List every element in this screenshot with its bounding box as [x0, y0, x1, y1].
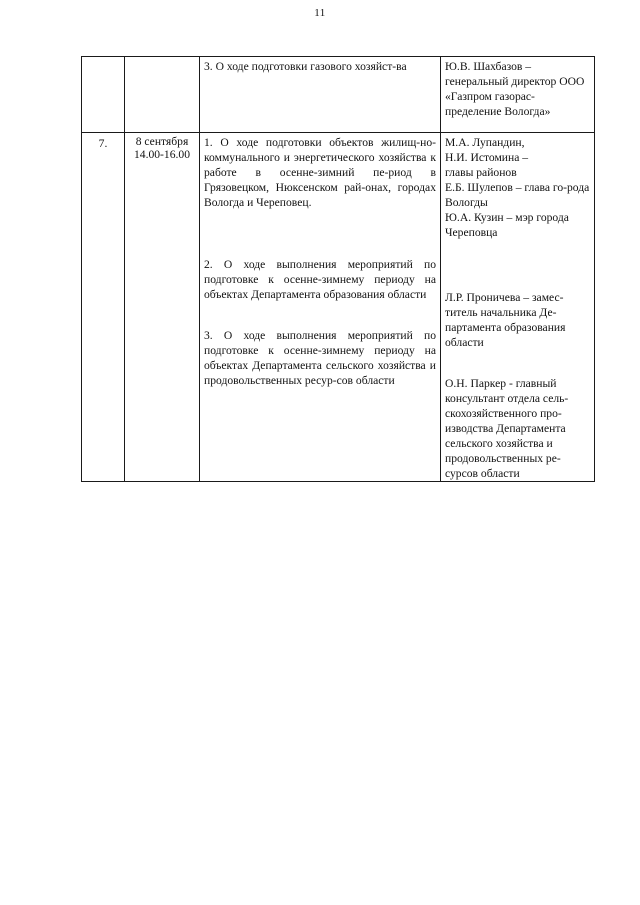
topic-item: 1. О ходе подготовки объектов жилищ-но-коммунального и энергетического хозяйства к работе в осенне-зимний пе-риод в Грязовецком, Нюксенском рай-онах, городах Вологда и Череповец.	[204, 136, 436, 209]
date-cell	[125, 57, 200, 133]
topic-cell	[200, 57, 441, 133]
schedule-table	[81, 56, 595, 482]
time-text: 14.00-16.00	[133, 148, 191, 161]
date-cell	[125, 133, 200, 482]
table-row	[82, 57, 595, 133]
speaker-item: Н.И. Истомина –	[445, 151, 529, 164]
page-number: 11	[314, 7, 326, 19]
speaker-cell	[441, 133, 595, 482]
item-number-cell	[82, 57, 125, 133]
speaker-item: Л.Р. Проничева – замес-титель начальника Де-партамента образования области	[445, 291, 566, 349]
topic-item: 3. О ходе выполнения мероприятий по подготовке к осенне-зимнему периоду на объектах Департамента сельского хозяйства и продовольственных ресур-сов области	[204, 329, 436, 387]
item-number-cell: 7.	[82, 133, 125, 482]
topic-cell	[200, 133, 441, 482]
speaker-item: Ю.А. Кузин – мэр города Череповца	[445, 211, 569, 239]
speaker-item: О.Н. Паркер - главный консультант отдела сель-скохозяйственного про-изводства Департамента сельского хозяйства и продовольственных ре-сурсов области	[445, 377, 569, 480]
table-row	[82, 133, 595, 482]
topic-item: 2. О ходе выполнения мероприятий по подготовке к осенне-зимнему периоду на объектах Департамента образования области	[204, 258, 436, 301]
speaker-cell	[441, 57, 595, 133]
speaker-item: М.А. Лупандин,	[445, 136, 525, 149]
speaker-item: главы районов	[445, 166, 517, 179]
topic-item: 3. О ходе подготовки газового хозяйст-ва	[204, 60, 407, 73]
speaker-item: Е.Б. Шулепов – глава го-рода Вологды	[445, 181, 590, 209]
speaker-item: Ю.В. Шахбазов – генеральный директор ООО «Газпром газорас-пределение Вологда»	[445, 60, 585, 118]
date-text: 8 сентября	[135, 135, 189, 148]
